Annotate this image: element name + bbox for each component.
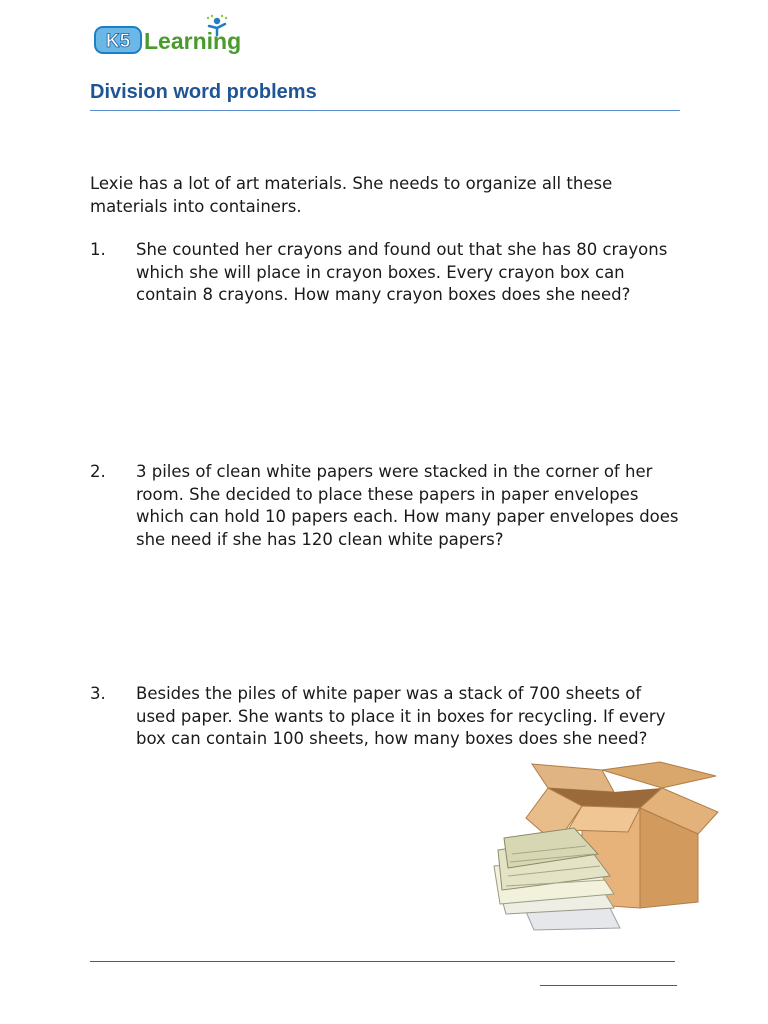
problem-number: 3. bbox=[90, 684, 106, 703]
problem-text: Besides the piles of white paper was a stack of 700 sheets of used paper. She wants to place it in boxes for recycling. If every box can contain 100 sheets, how many boxes does she need? bbox=[136, 684, 666, 748]
k5-learning-logo bbox=[94, 14, 264, 58]
problem-number: 2. bbox=[90, 462, 106, 481]
intro-paragraph: Lexie has a lot of art materials. She needs to organize all these materials into containers. bbox=[90, 174, 613, 216]
box-and-papers-illustration bbox=[490, 758, 722, 938]
problem-text: She counted her crayons and found out that she has 80 crayons which she will place in crayon boxes. Every crayon box can contain 8 crayons. How many crayon boxes does she need? bbox=[136, 240, 668, 304]
logo-k5: K5 bbox=[105, 31, 131, 52]
problem-text: 3 piles of clean white papers were stacked in the corner of her room. She decided to place these papers in paper envelopes which can hold 10 papers each. How many paper envelopes does she need if she has 120 clean white papers? bbox=[136, 462, 679, 549]
footer-divider bbox=[90, 961, 675, 962]
problem-number: 1. bbox=[90, 240, 106, 259]
footer-link-underline[interactable] bbox=[540, 985, 677, 986]
logo-learning-text: Learning bbox=[144, 28, 242, 54]
title-divider bbox=[90, 110, 680, 111]
worksheet-title: Division word problems bbox=[90, 81, 317, 103]
